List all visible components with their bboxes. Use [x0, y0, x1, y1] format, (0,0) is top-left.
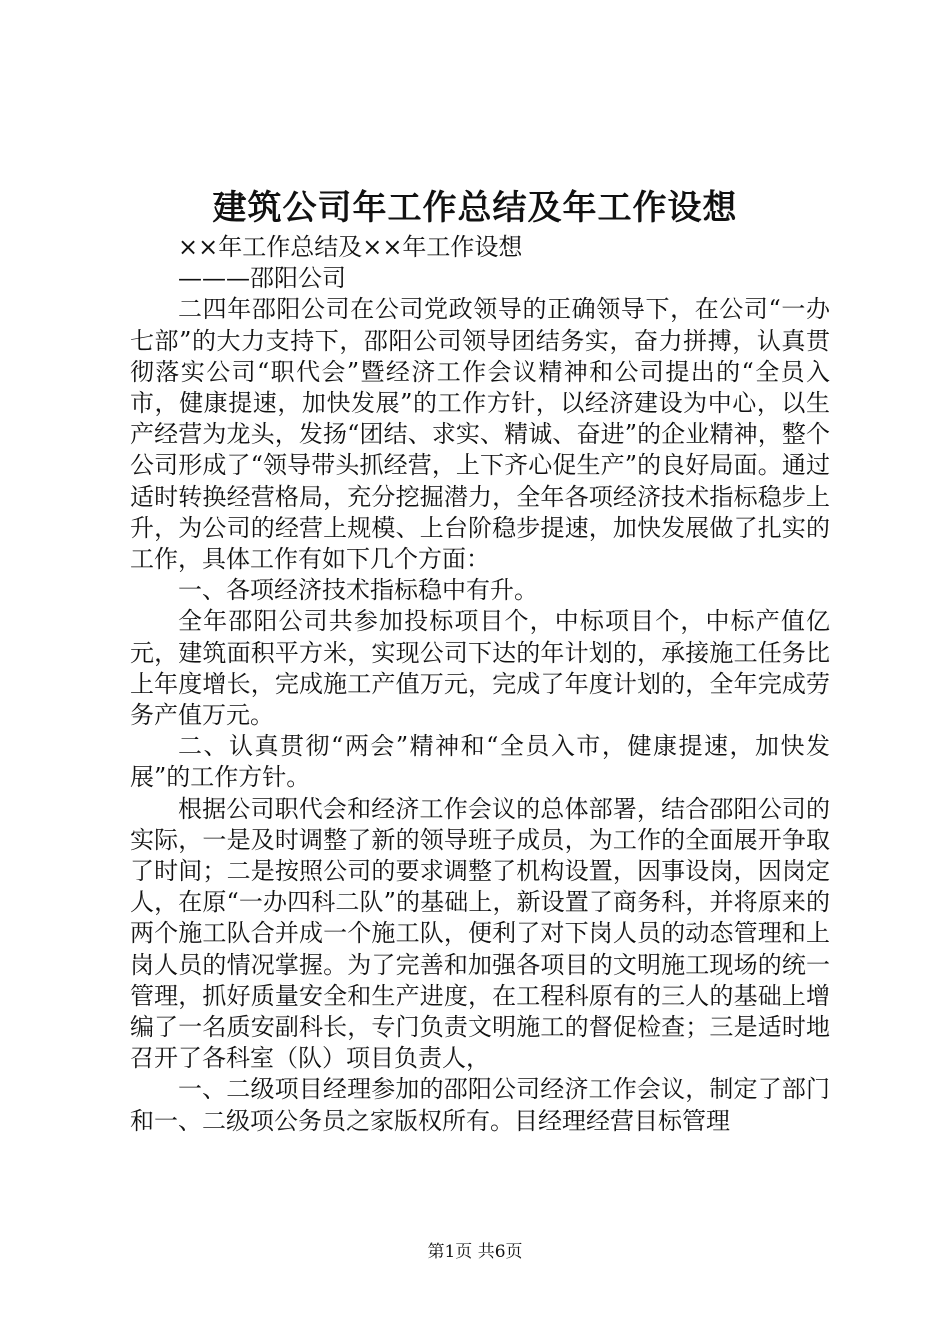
paragraph-indicators: 全年邵阳公司共参加投标项目个，中标项目个，中标产值亿元，建筑面积平方米，实现公司下达的年计划的，承接施工任务比上年度增长，完成施工产值万元，完成了年度计划的，全年完成劳务产值万元。 [130, 607, 830, 730]
paragraph-intro: 二四年邵阳公司在公司党政领导的正确领导下，在公司“一办七部”的大力支持下，邵阳公司领导团结务实，奋力拼搏，认真贯彻落实公司“职代会”暨经济工作会议精神和公司提出的“全员入市，健康提速，加快发展”的工作方针，以经济建设为中心，以生产经营为龙头，发扬“团结、求实、精诚、奋进”的企业精神，整个公司形成了“领导带头抓经营，上下齐心促生产”的良好局面。通过适时转换经营格局，充分挖掘潜力，全年各项经济技术指标稳步上升，为公司的经营上规模、上台阶稳步提速，加快发展做了扎实的工作，具体工作有如下几个方面： [130, 295, 830, 574]
paragraph-implementation: 根据公司职代会和经济工作会议的总体部署，结合邵阳公司的实际，一是及时调整了新的领导班子成员，为工作的全面展开争取了时间；二是按照公司的要求调整了机构设置，因事设岗，因岗定人，在原“一办四科二队”的基础上，新设置了商务科，并将原来的两个施工队合并成一个施工队，便利了对下岗人员的动态管理和上岗人员的情况掌握。为了完善和加强各项目的文明施工现场的统一管理，抓好质量安全和生产进度，在工程科原有的三人的基础上增编了一名质安副科长，专门负责文明施工的督促检查；三是适时地召开了各科室（队）项目负责人， [130, 794, 830, 1073]
page-number-footer: 第1页 共6页 [427, 1242, 523, 1262]
document-body [130, 232, 830, 1137]
byline: ———邵阳公司 [178, 264, 346, 293]
section-heading-2: 二、认真贯彻“两会”精神和“全员入市，健康提速，加快发展”的工作方针。 [130, 732, 830, 792]
document-title: 建筑公司年工作总结及年工作设想 [212, 188, 738, 228]
subtitle-line: ××年工作总结及××年工作设想 [178, 233, 523, 261]
paragraph-meeting: 一、二级项目经理参加的邵阳公司经济工作会议，制定了部门和一、二级项公务员之家版权所有。目经理经营目标管理 [130, 1075, 830, 1135]
section-heading-1: 一、各项经济技术指标稳中有升。 [178, 576, 538, 605]
